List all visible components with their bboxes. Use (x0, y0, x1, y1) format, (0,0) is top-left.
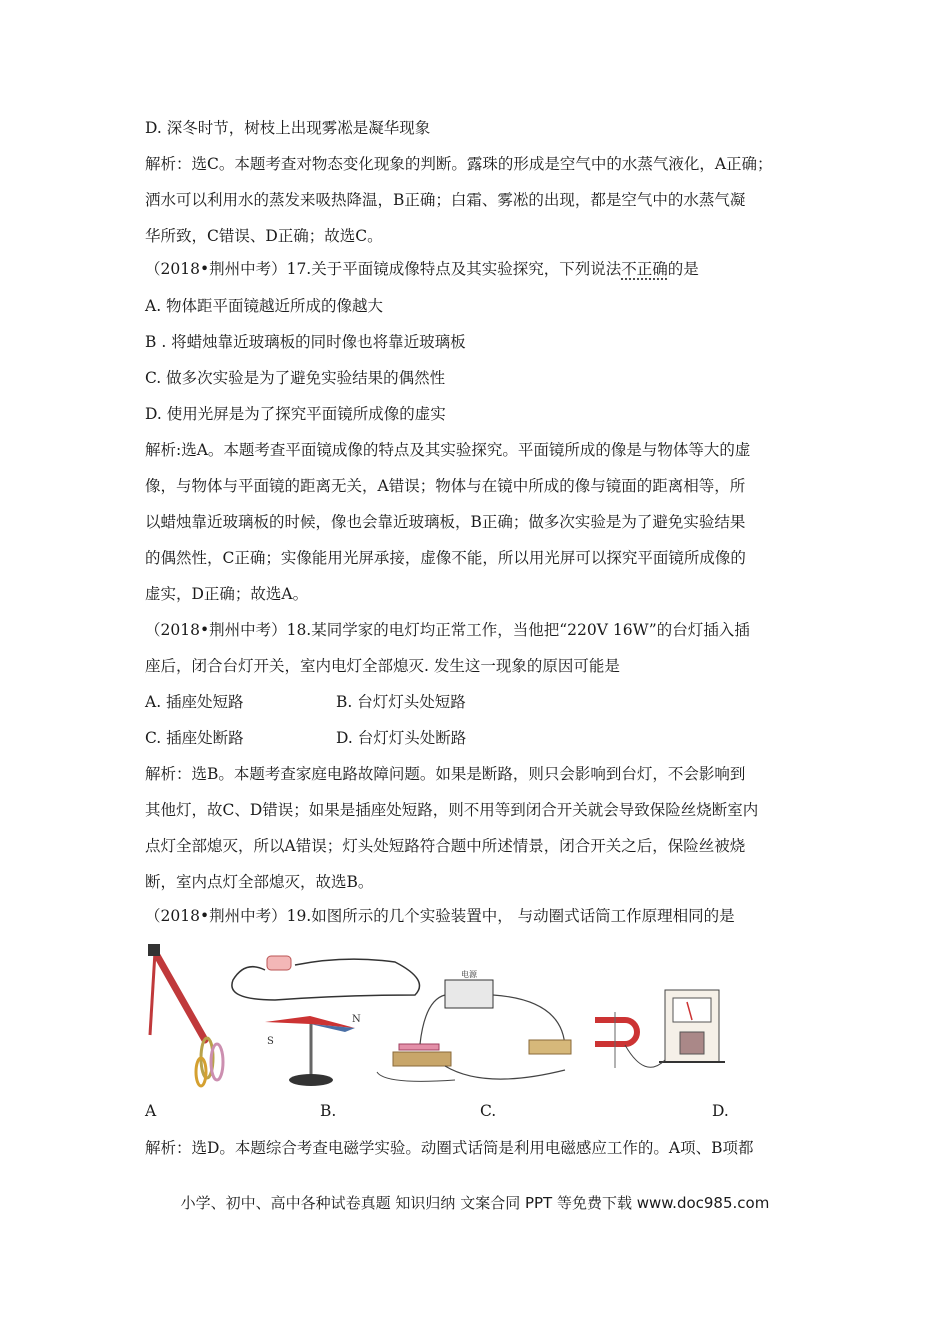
q17-stem-emphasis: 不正确 (621, 260, 668, 278)
q18-option-b: B. 台灯灯头处短路 (336, 693, 466, 711)
q17-stem (145, 259, 699, 279)
experiment-figures-svg (145, 940, 825, 1090)
q17-analysis-line: 像，与物体与平面镜的距离无关，A错误；物体与在镜中所成的像与镜面的距离相等，所 (145, 477, 746, 495)
figure-b-oersted (232, 956, 420, 1086)
q17-stem-pre: （2018•荆州中考）17.关于平面镜成像特点及其实验探究，下列说法 (145, 260, 622, 278)
q18-option-d: D. 台灯灯头处断路 (336, 729, 467, 747)
q18-option-a: A. 插座处短路 (145, 693, 244, 711)
svg-text:S: S (267, 1036, 274, 1047)
figure-c-induction-circuit (377, 969, 571, 1081)
q19-stem: （2018•荆州中考）19.如图所示的几个实验装置中， 与动圈式话筒工作原理相同的是 (145, 907, 735, 925)
q18-analysis-line: 断，室内点灯全部熄灭，故选B。 (145, 873, 374, 891)
page-footer: 小学、初中、高中各种试卷真题 知识归纳 文案合同 PPT 等免费下载 www.doc985.com (180, 1194, 770, 1212)
q18-analysis-line: 点灯全部熄灭，所以A错误；灯头处短路符合题中所述情景，闭合开关之后，保险丝被烧 (145, 837, 746, 855)
figure-label-d: D. (712, 1102, 729, 1120)
q17-option-c: C. 做多次实验是为了避免实验结果的偶然性 (145, 369, 446, 387)
q18-analysis-line: 解析：选B。本题考查家庭电路故障问题。如果是断路，则只会影响到台灯，不会影响到 (145, 765, 746, 783)
figure-label-a: A (145, 1102, 157, 1120)
q18-stem-line: 座后，闭合台灯开关，室内电灯全部熄灭. 发生这一现象的原因可能是 (145, 657, 620, 675)
q16-option-d: D. 深冬时节，树枝上出现雾凇是凝华现象 (145, 119, 431, 137)
q17-analysis-line: 以蜡烛靠近玻璃板的时候，像也会靠近玻璃板，B正确；做多次实验是为了避免实验结果 (145, 513, 746, 531)
figure-label-b: B. (320, 1102, 337, 1120)
q18-analysis-line: 其他灯，故C、D错误；如果是插座处短路，则不用等到闭合开关就会导致保险丝烧断室内 (145, 801, 759, 819)
q17-analysis-line: 的偶然性，C正确；实像能用光屏承接，虚像不能，所以用光屏可以探究平面镜所成像的 (145, 549, 746, 567)
figure-a-magnet-clips (148, 944, 223, 1086)
q17-option-d: D. 使用光屏是为了探究平面镜所成像的虚实 (145, 405, 446, 423)
figure-label-c: C. (480, 1102, 497, 1120)
q17-option-a: A. 物体距平面镜越近所成的像越大 (145, 297, 384, 315)
q16-analysis-line: 华所致，C错误、D正确；故选C。 (145, 227, 383, 245)
q17-analysis-line: 虚实，D正确；故选A。 (145, 585, 309, 603)
figure-d-galvanometer (595, 990, 725, 1068)
q17-option-b: B . 将蜡烛靠近玻璃板的同时像也将靠近玻璃板 (145, 333, 466, 351)
q16-analysis-line: 解析：选C。本题考查对物态变化现象的判断。露珠的形成是空气中的水蒸气液化，A正确； (145, 155, 773, 173)
svg-text:电源: 电源 (461, 970, 477, 979)
q19-analysis-line: 解析：选D。本题综合考查电磁学实验。动圈式话筒是利用电磁感应工作的。A项、B项都 (145, 1139, 754, 1157)
q17-stem-post: 的是 (667, 260, 699, 278)
svg-text:N: N (352, 1014, 361, 1025)
q17-analysis-line: 解析:选A。本题考查平面镜成像的特点及其实验探究。平面镜所成的像是与物体等大的虚 (145, 441, 751, 459)
experiment-figures (145, 940, 825, 1090)
q18-stem-line: （2018•荆州中考）18.某同学家的电灯均正常工作，当他把“220V 16W”的台灯插入插 (145, 621, 750, 639)
q16-analysis-line: 洒水可以利用水的蒸发来吸热降温，B正确；白霜、雾凇的出现，都是空气中的水蒸气凝 (145, 191, 746, 209)
q18-option-c: C. 插座处断路 (145, 729, 244, 747)
